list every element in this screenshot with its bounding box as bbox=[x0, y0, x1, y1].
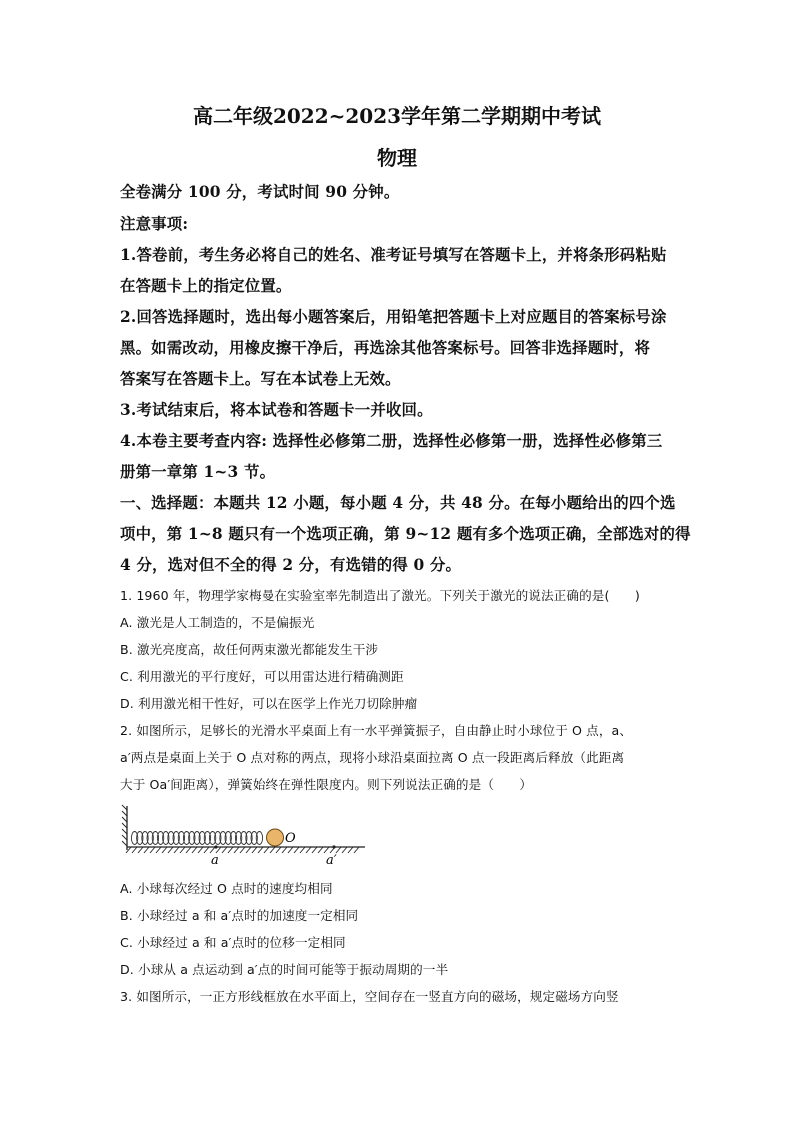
note-1-line-1: 1.答卷前，考生务必将自己的姓名、准考证号填写在答题卡上，并将条形码粘贴 bbox=[120, 246, 667, 264]
note-1-line-2: 在答题卡上的指定位置。 bbox=[120, 277, 292, 295]
label-o: O bbox=[285, 831, 296, 846]
q3-stem-line-1: 3. 如图所示，一正方形线框放在水平面上，空间存在一竖直方向的磁场，规定磁场方向竖 bbox=[120, 989, 619, 1004]
q1-option-c: C. 利用激光的平行度好，可以用雷达进行精确测距 bbox=[120, 669, 404, 684]
section-1-line-3: 4 分，选对但不全的得 2 分，有选错的得 0 分。 bbox=[120, 556, 462, 574]
note-2-line-2: 黑。如需改动，用橡皮擦干净后，再选涂其他答案标号。回答非选择题时，将 bbox=[120, 339, 651, 357]
wall-hatching bbox=[122, 805, 127, 846]
ball bbox=[267, 829, 284, 846]
point-a-prime-mark bbox=[332, 845, 335, 848]
section-1-line-1: 一、选择题：本题共 12 小题，每小题 4 分，共 48 分。在每小题给出的四个选 bbox=[120, 494, 676, 512]
score-line: 全卷满分 100 分，考试时间 90 分钟。 bbox=[120, 183, 400, 201]
q1-option-a: A. 激光是人工制造的，不是偏振光 bbox=[120, 615, 315, 630]
note-4-line-2: 册第一章第 1~3 节。 bbox=[120, 463, 276, 481]
q2-stem-line-3: 大于 Oa′间距离），弹簧始终在弹性限度内。则下列说法正确的是（ ） bbox=[120, 777, 533, 792]
section-1-line-2: 项中，第 1~8 题只有一个选项正确，第 9~12 题有多个选项正确，全部选对的得 bbox=[120, 525, 691, 543]
spring bbox=[131, 832, 262, 845]
q1-option-b: B. 激光亮度高，故任何两束激光都能发生干涉 bbox=[120, 642, 379, 657]
note-2-line-1: 2.回答选择题时，选出每小题答案后，用铅笔把答题卡上对应题目的答案标号涂 bbox=[120, 308, 667, 326]
note-3: 3.考试结束后，将本试卷和答题卡一并收回。 bbox=[120, 401, 433, 419]
q2-option-d: D. 小球从 a 点运动到 a′点的时间可能等于振动周期的一半 bbox=[120, 962, 449, 977]
label-a-prime: a′ bbox=[326, 853, 337, 868]
subject-title: 物理 bbox=[377, 146, 417, 170]
note-2-line-3: 答案写在答题卡上。写在本试卷上无效。 bbox=[120, 370, 401, 388]
exam-title: 高二年级2022~2023学年第二学期期中考试 bbox=[192, 104, 602, 128]
label-a: a bbox=[211, 853, 219, 868]
table-hatching bbox=[126, 847, 359, 853]
q1-option-d: D. 利用激光相干性好，可以在医学上作光刀切除肿瘤 bbox=[120, 696, 418, 711]
q2-stem-line-1: 2. 如图所示，足够长的光滑水平桌面上有一水平弹簧振子，自由静止时小球位于 O 点，a、 bbox=[120, 723, 633, 738]
spring-oscillator-figure bbox=[119, 800, 369, 870]
note-4-line-1: 4.本卷主要考查内容: 选择性必修第二册，选择性必修第一册，选择性必修第三 bbox=[120, 432, 663, 450]
q2-option-c: C. 小球经过 a 和 a′点时的位移一定相同 bbox=[120, 935, 346, 950]
q2-option-a: A. 小球每次经过 O 点时的速度均相同 bbox=[120, 881, 333, 896]
q1-stem: 1. 1960 年，物理学家梅曼在实验室率先制造出了激光。下列关于激光的说法正确的是( ) bbox=[120, 588, 640, 603]
point-a-mark bbox=[214, 845, 217, 848]
q2-stem-line-2: a′两点是桌面上关于 O 点对称的两点，现将小球沿桌面拉离 O 点一段距离后释放（此距离 bbox=[120, 750, 625, 765]
notes-title: 注意事项: bbox=[120, 215, 189, 233]
q2-option-b: B. 小球经过 a 和 a′点时的加速度一定相同 bbox=[120, 908, 359, 923]
